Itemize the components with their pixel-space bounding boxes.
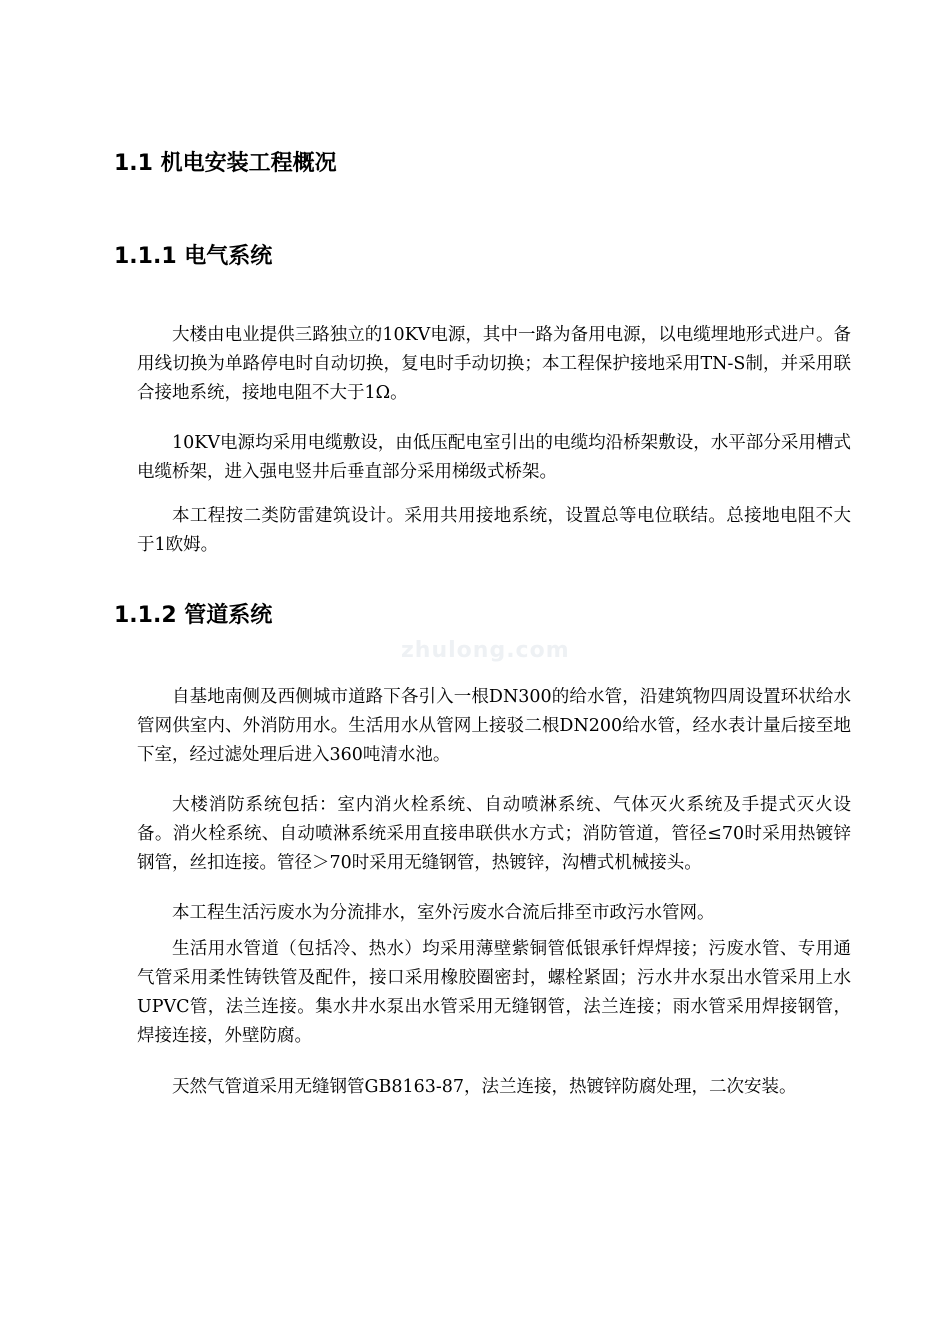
piping-paragraph: 本工程生活污废水为分流排水，室外污废水合流后排至市政污水管网。 xyxy=(172,903,715,923)
piping-paragraph: 自基地南侧及西侧城市道路下各引入一根DN300的给水管，沿建筑物四周设置环状给水管网供室内、外消防用水。生活用水从管网上接驳二根DN200给水管，经水表计量后接至地下室，经过滤处理后进入360吨清水池。 xyxy=(137,687,851,765)
subsection-heading-piping: 1.1.2 管道系统 xyxy=(114,603,273,628)
electrical-paragraph: 大楼由电业提供三路独立的10KV电源，其中一路为备用电源，以电缆埋地形式进户。备用线切换为单路停电时自动切换，复电时手动切换；本工程保护接地采用TN-S制，并采用联合接地系统，接地电阻不大于1Ω。 xyxy=(137,325,851,403)
section-heading: 1.1 机电安装工程概况 xyxy=(114,151,337,176)
electrical-paragraph: 10KV电源均采用电缆敷设，由低压配电室引出的电缆均沿桥架敷设，水平部分采用槽式电缆桥架，进入强电竖井后垂直部分采用梯级式桥架。 xyxy=(137,433,851,482)
piping-paragraph: 大楼消防系统包括：室内消火栓系统、自动喷淋系统、气体灭火系统及手提式灭火设备。消火栓系统、自动喷淋系统采用直接串联供水方式；消防管道，管径≤70时采用热镀锌钢管，丝扣连接。管径＞70时采用无缝钢管，热镀锌，沟槽式机械接头。 xyxy=(137,795,851,873)
subsection-heading-electrical: 1.1.1 电气系统 xyxy=(114,244,273,269)
watermark: zhulong.com xyxy=(401,638,570,663)
piping-paragraph: 天然气管道采用无缝钢管GB8163-87，法兰连接，热镀锌防腐处理，二次安装。 xyxy=(172,1077,797,1097)
piping-paragraph: 生活用水管道（包括冷、热水）均采用薄壁紫铜管低银承钎焊焊接；污废水管、专用通气管采用柔性铸铁管及配件，接口采用橡胶圈密封，螺栓紧固；污水井水泵出水管采用上水UPVC管，法兰连接。集水井水泵出水管采用无缝钢管，法兰连接；雨水管采用焊接钢管，焊接连接，外壁防腐。 xyxy=(137,939,851,1046)
electrical-paragraph: 本工程按二类防雷建筑设计。采用共用接地系统，设置总等电位联结。总接地电阻不大于1欧姆。 xyxy=(137,506,851,555)
